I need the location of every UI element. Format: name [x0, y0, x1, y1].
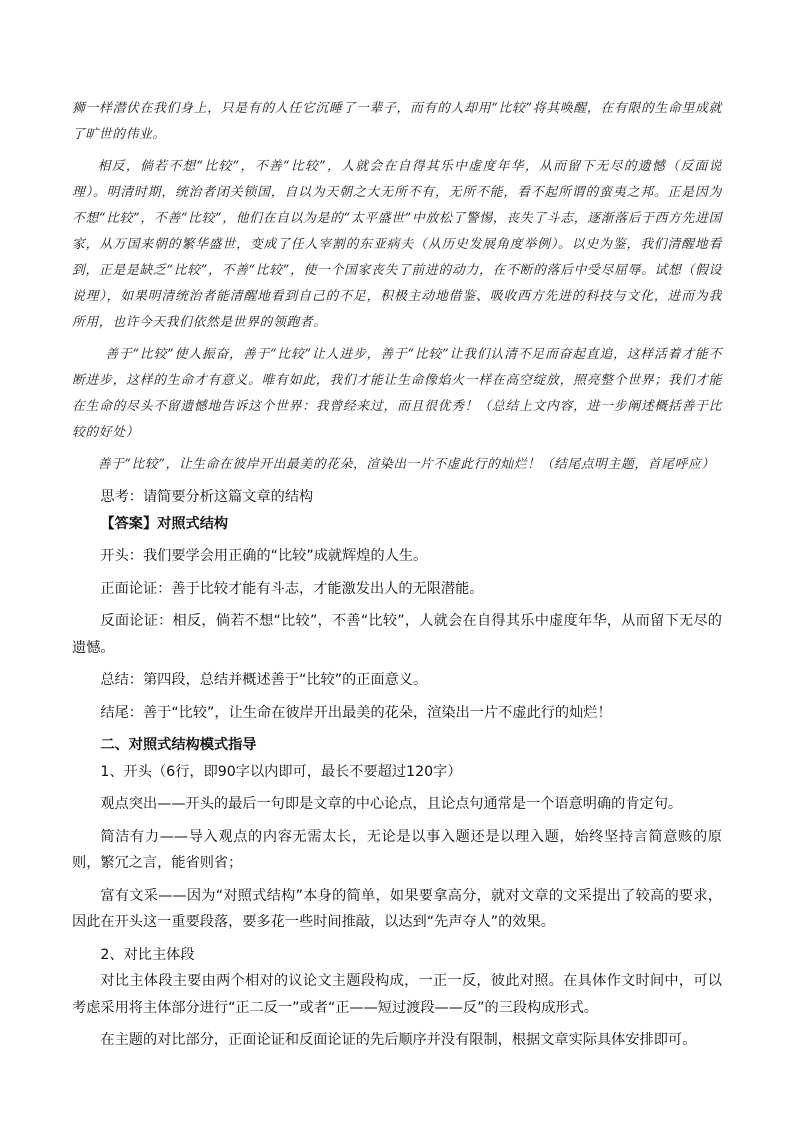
answer-line [72, 511, 722, 538]
guide-item-3: 富有文采——因为“对照式结构”本身的简单，如果要拿高分，就对文章的文采提出了较高的要求，因此在开头这一重要段落，要多花一些时间推敲，以达到“先声夺人”的效果。 [72, 887, 722, 930]
subheading-opening: 1、开头（6行，即90字以内即可，最长不要超过120字） [100, 763, 462, 780]
question-line: 思考：请简要分析这篇文章的结构 [100, 489, 314, 505]
subheading-body: 2、对比主体段 [100, 946, 195, 963]
analysis-item-ending: 结尾：善于“比较”，让生命在彼岸开出最美的花朵，渲染出一片不虚此行的灿烂！ [100, 704, 612, 721]
page-content [72, 96, 722, 1054]
analysis-item-positive: 正面论证：善于比较才能有斗志，才能激发出人的无限潜能。 [100, 580, 484, 597]
analysis-item-opening: 开头：我们要学会用正确的“比较”成就辉煌的人生。 [100, 548, 428, 564]
essay-paragraph-1: 狮一样潜伏在我们身上，只是有的人任它沉睡了一辈子，而有的人却用“比较”将其唤醒，在有限的生命里成就了旷世的伟业。 [72, 101, 722, 142]
answer-label: 【答案】 [100, 515, 158, 532]
analysis-item-summary: 总结：第四段，总结并概述善于“比较”的正面意义。 [100, 672, 428, 688]
guide-item-1: 观点突出——开头的最后一句即是文章的中心论点，且论点句通常是一个语意明确的肯定句。 [100, 796, 683, 812]
essay-paragraph-4: 善于“比较”，让生命在彼岸开出最美的花朵，渲染出一片不虚此行的灿烂！（结尾点明主题，首尾呼应） [97, 457, 715, 472]
section-heading: 二、对照式结构模式指导 [100, 737, 257, 753]
essay-paragraph-2: 相反，倘若不想“比较”，不善“比较”，人就会在自得其乐中虚度年华，从而留下无尽的遗憾（反面说理）。明清时期，统治者闭关锁国，自以为天朝之大无所不有，无所不能，看不起所谓的蛮夷之邦。正是因为不想“比较”，不善“比较”，他们在自以为是的“太平盛世”中放松了警惕，丧失了斗志，逐渐落后于西方先进国家，从万国来朝的繁华盛世，变成了任人宰割的东亚病夫（从历史发展角度举例）。以史为鉴，我们清醒地看到，正是是缺乏“比较”，不善“比较”，使一个国家丧失了前进的动力，在不断的落后中受尽屈辱。试想（假设说理），如果明清统治者能清醒地看到自己的不足，积极主动地借鉴、吸收西方先进的科技与文化，进而为我所用，也许今天我们依然是世界的领跑者。 [72, 159, 722, 330]
analysis-item-negative: 反面论证：相反，倘若不想“比较”，不善“比较”，人就会在自得其乐中虚度年华，从而留下无尽的遗憾。 [72, 613, 722, 656]
guide-item-5: 在主题的对比部分，正面论证和反面论证的先后顺序并没有限制，根据文章实际具体安排即可。 [100, 1032, 697, 1048]
answer-text: 对照式结构 [157, 515, 229, 532]
guide-item-4: 对比主体段主要由两个相对的议论文主题段构成，一正一反，彼此对照。在具体作文时间中，可以考虑采用将主体部分进行“正二反一”或者“正——短过渡段——反”的三段构成形式。 [72, 973, 722, 1016]
essay-paragraph-3: 善于“比较”使人振奋，善于“比较”让人进步，善于“比较”让我们认清不足而奋起直追，这样活着才能不断进步，这样的生命才有意义。唯有如此，我们才能让生命像焰火一样在高空绽放，照亮整个世界；我们才能在生命的尽头不留遗憾地告诉这个世界：我曾经来过，而且很优秀！（总结上文内容，进一步阐述概括善于比较的好处） [72, 347, 722, 440]
guide-item-2: 简洁有力——导入观点的内容无需太长，无论是以事入题还是以理入题，始终坚持言简意赅的原则，繁冗之言，能省则省； [72, 828, 722, 871]
